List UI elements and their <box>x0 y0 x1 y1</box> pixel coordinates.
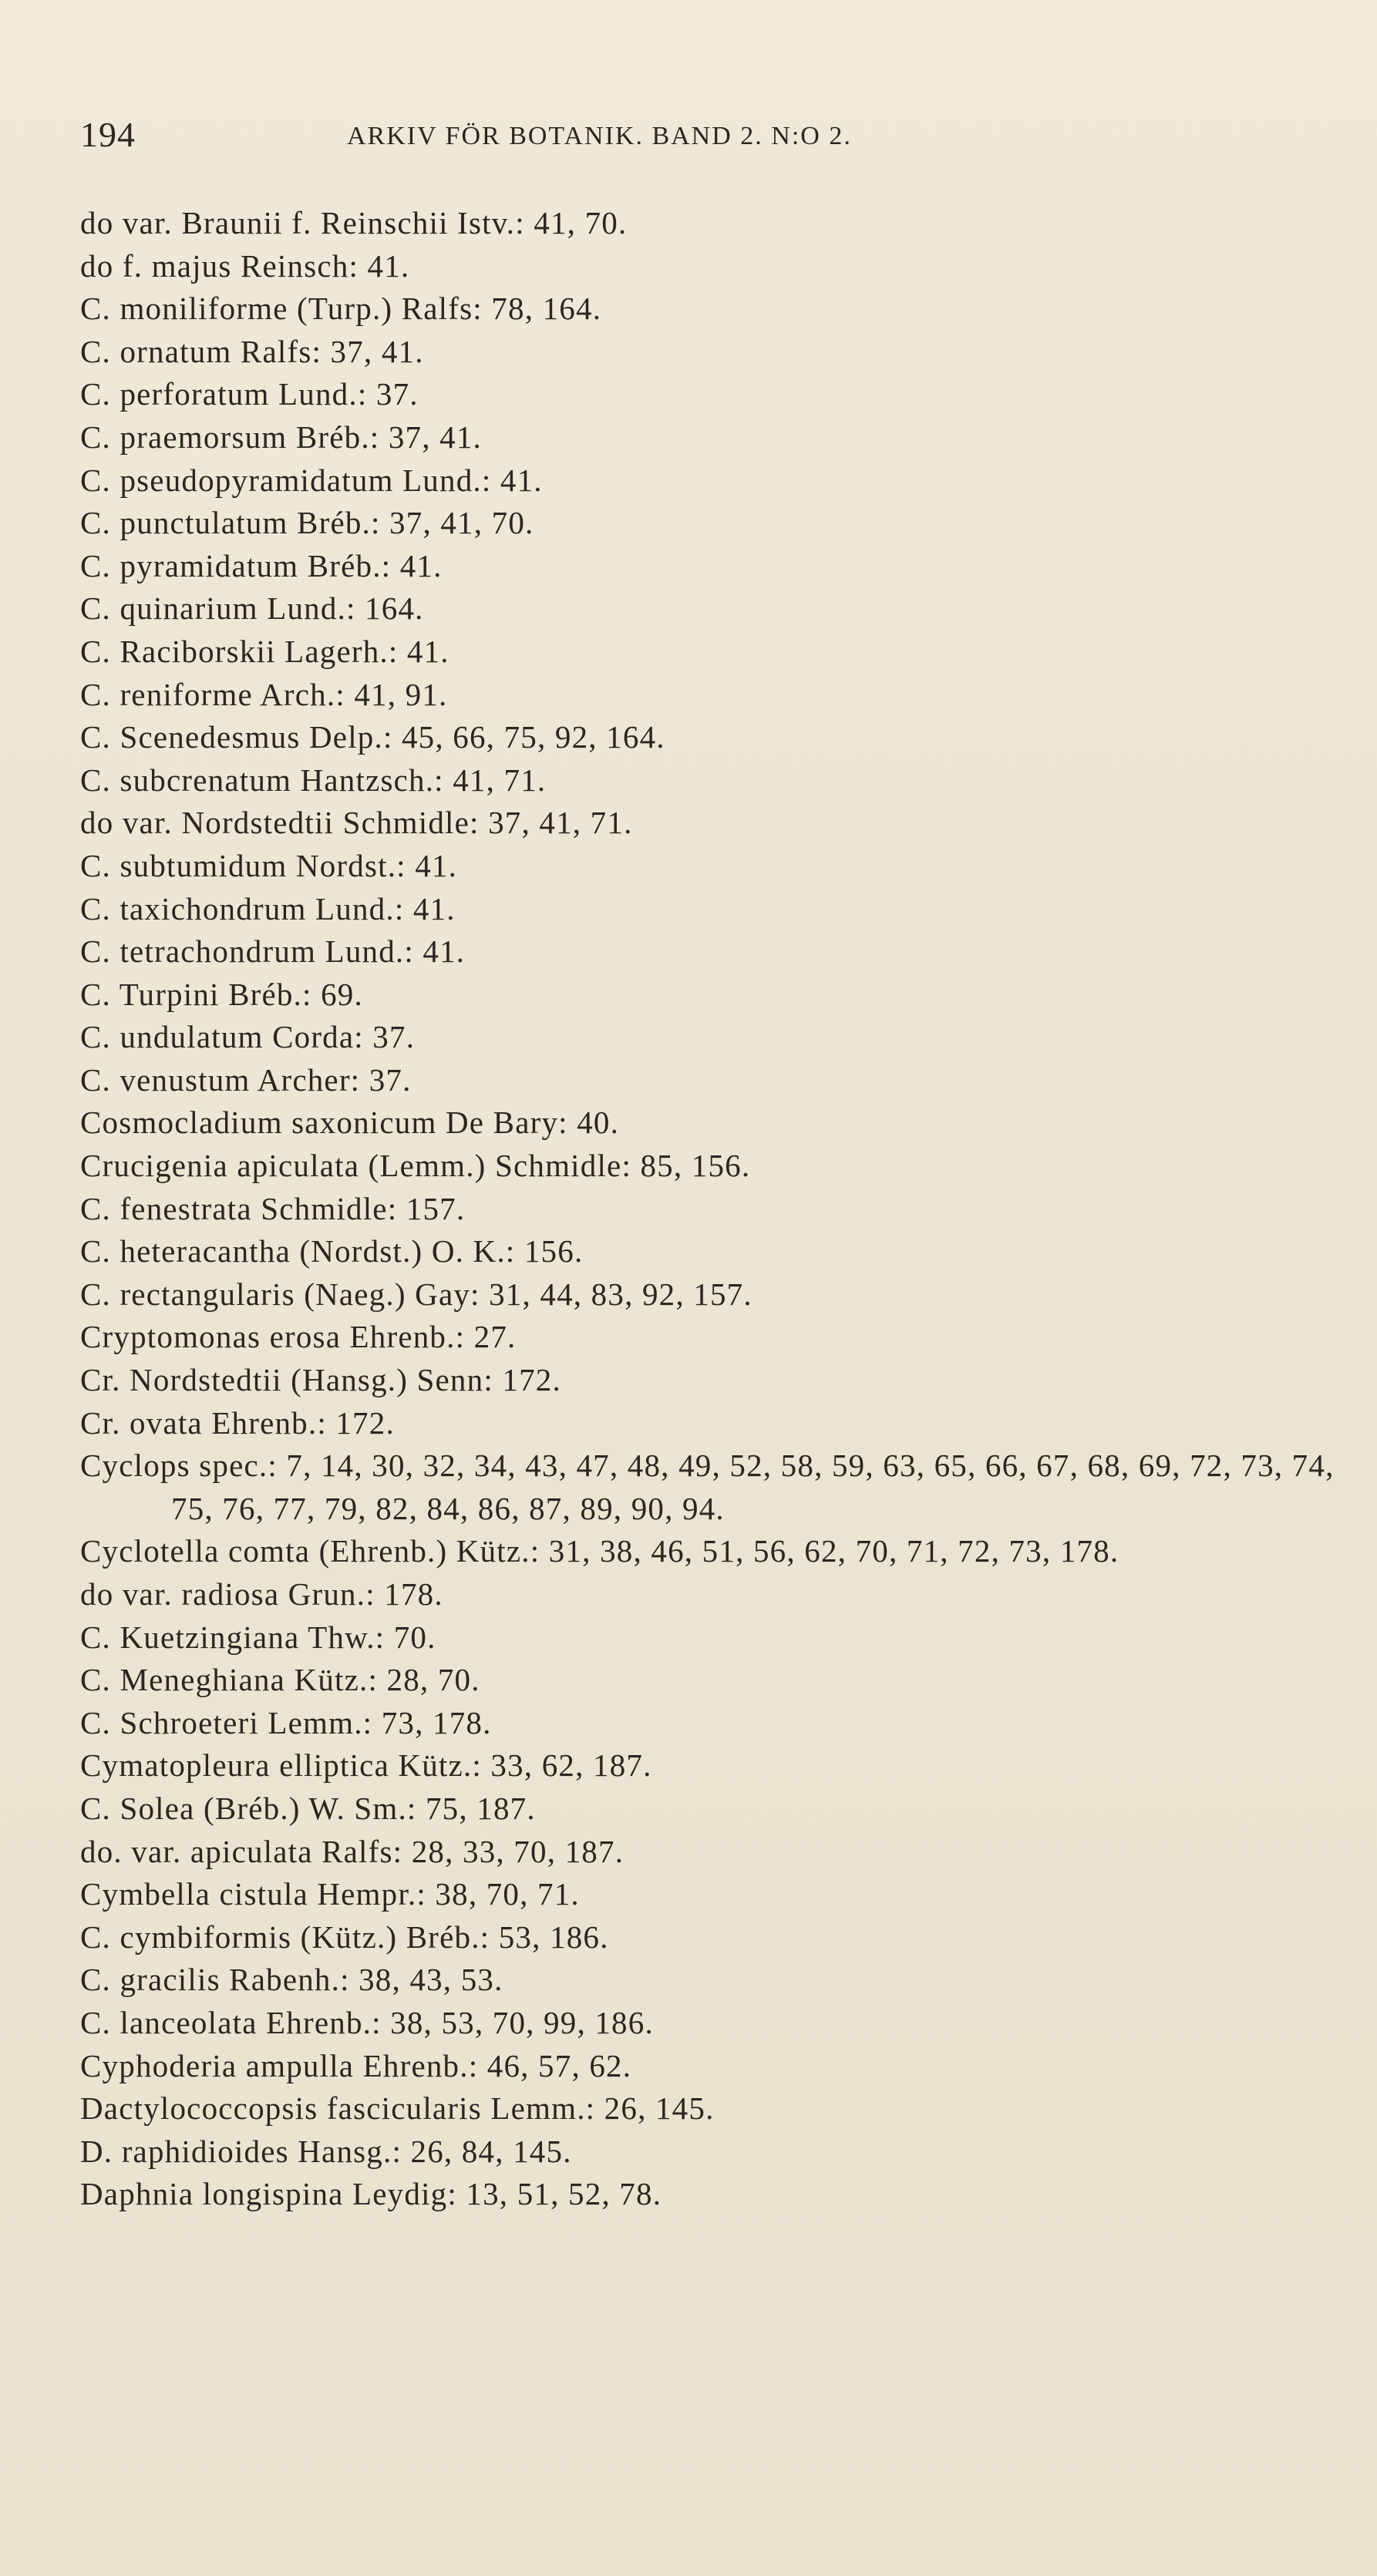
index-entry: D. raphidioides Hansg.: 26, 84, 145. <box>80 2133 572 2169</box>
index-entry: Cryptomonas erosa Ehrenb.: 27. <box>80 1319 517 1355</box>
index-entry: C. moniliforme (Turp.) Ralfs: 78, 164. <box>80 291 602 327</box>
index-entry: Cyphoderia ampulla Ehrenb.: 46, 57, 62. <box>80 2047 632 2083</box>
index-entry: C. reniforme Arch.: 41, 91. <box>80 676 448 712</box>
index-entry: Crucigenia apiculata (Lemm.) Schmidle: 85, 156. <box>80 1148 751 1184</box>
index-entry: C. rectangularis (Naeg.) Gay: 31, 44, 83, 92, 157. <box>80 1276 752 1312</box>
index-entry: C. subtumidum Nordst.: 41. <box>80 847 458 883</box>
index-entry: do f. majus Reinsch: 41. <box>80 247 410 284</box>
index-entry: Daphnia longispina Leydig: 13, 51, 52, 78. <box>80 2176 662 2212</box>
page-number: 194 <box>80 115 136 154</box>
running-head: ARKIV FÖR BOTANIK. BAND 2. N:O 2. <box>347 122 852 150</box>
index-entry: C. gracilis Rabenh.: 38, 43, 53. <box>80 1962 503 1998</box>
index-entry: C. heteracantha (Nordst.) O. K.: 156. <box>80 1233 584 1270</box>
index-entry: Cyclops spec.: 7, 14, 30, 32, 34, 43, 47, 48, 49, 52, 58, 59, 63, 65, 66, 67, 68, 69, 72, 73, 74, 75, 76, 77, 79, 82, 84, 86, 87, 89, 90, 94. <box>80 1448 1343 1526</box>
index-entry: Cymbella cistula Hempr.: 38, 70, 71. <box>80 1876 580 1912</box>
index-entry: Dactylococcopsis fascicularis Lemm.: 26, 145. <box>80 2090 715 2127</box>
index-entry: C. venustum Archer: 37. <box>80 1061 412 1098</box>
index-entry-list <box>80 202 1345 2216</box>
index-entry: C. lanceolata Ehrenb.: 38, 53, 70, 99, 186. <box>80 2004 654 2040</box>
index-entry: C. ornatum Ralfs: 37, 41. <box>80 333 424 369</box>
index-entry: Cr. Nordstedtii (Hansg.) Senn: 172. <box>80 1362 561 1398</box>
index-entry: C. praemorsum Bréb.: 37, 41. <box>80 419 482 455</box>
index-entry: C. punctulatum Bréb.: 37, 41, 70. <box>80 505 534 541</box>
index-entry: Cr. ovata Ehrenb.: 172. <box>80 1404 395 1441</box>
index-entry: do var. radiosa Grun.: 178. <box>80 1576 443 1612</box>
index-entry: C. Turpini Bréb.: 69. <box>80 976 363 1012</box>
page-header <box>80 114 1098 160</box>
index-entry: do var. Braunii f. Reinschii Istv.: 41, 70. <box>80 205 628 240</box>
index-entry: Cymatopleura elliptica Kütz.: 33, 62, 187. <box>80 1747 652 1784</box>
index-entry: do var. Nordstedtii Schmidle: 37, 41, 71. <box>80 805 633 841</box>
index-entry: Cosmocladium saxonicum De Bary: 40. <box>80 1105 620 1141</box>
index-entry: C. taxichondrum Lund.: 41. <box>80 890 456 926</box>
index-entry: C. pseudopyramidatum Lund.: 41. <box>80 462 543 498</box>
index-entry: C. perforatum Lund.: 37. <box>80 376 419 412</box>
index-entry: C. tetrachondrum Lund.: 41. <box>80 933 466 970</box>
index-entry: C. cymbiformis (Kütz.) Bréb.: 53, 186. <box>80 1919 609 1955</box>
index-entry: C. fenestrata Schmidle: 157. <box>80 1190 466 1226</box>
index-entry: C. Scenedesmus Delp.: 45, 66, 75, 92, 164. <box>80 719 665 755</box>
index-entry: C. pyramidatum Bréb.: 41. <box>80 547 443 583</box>
index-entry: do. var. apiculata Ralfs: 28, 33, 70, 187. <box>80 1833 625 1869</box>
index-entry: C. Solea (Bréb.) W. Sm.: 75, 187. <box>80 1790 536 1826</box>
index-entry: C. Schroeteri Lemm.: 73, 178. <box>80 1704 492 1740</box>
index-entry: C. Kuetzingiana Thw.: 70. <box>80 1619 436 1655</box>
index-entry: C. quinarium Lund.: 164. <box>80 590 424 627</box>
index-entry: C. Meneghiana Kütz.: 28, 70. <box>80 1662 480 1698</box>
index-entry: C. subcrenatum Hantzsch.: 41, 71. <box>80 762 547 798</box>
index-entry: Cyclotella comta (Ehrenb.) Kütz.: 31, 38, 46, 51, 56, 62, 70, 71, 72, 73, 178. <box>80 1533 1119 1569</box>
index-entry: C. Raciborskii Lagerh.: 41. <box>80 633 449 669</box>
index-entry: C. undulatum Corda: 37. <box>80 1019 416 1055</box>
